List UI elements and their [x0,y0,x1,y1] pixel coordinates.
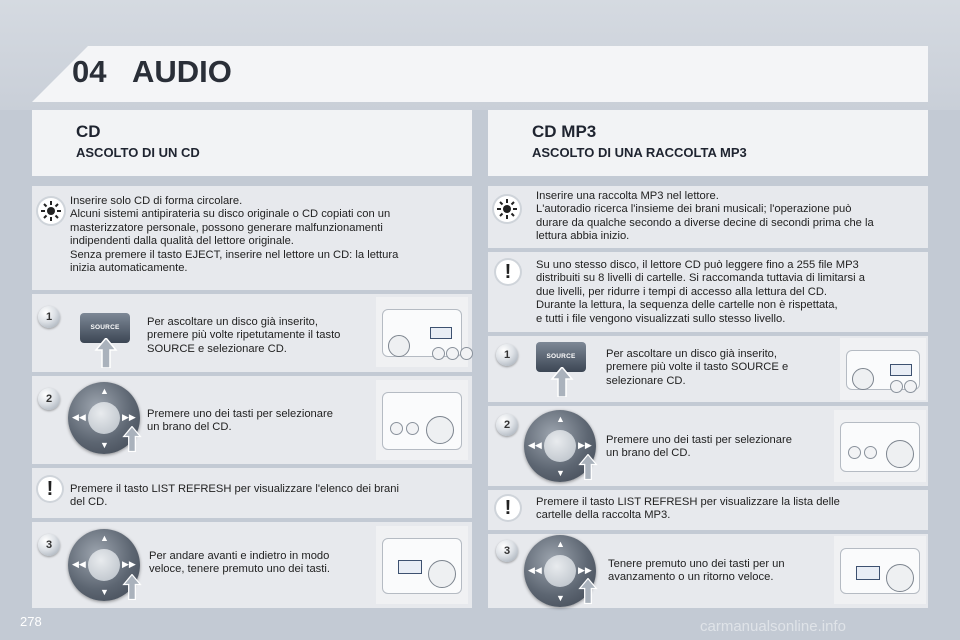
radio-illustration [376,526,468,604]
left-intro-panel [32,186,472,290]
warning-icon: ! [496,260,520,284]
source-button: SOURCE [536,342,586,372]
text-line: lettura abbia inizio. [536,230,630,243]
sun-icon [494,196,520,222]
watermark: carmanualsonline.info [700,618,846,635]
text-line: veloce, tenere premuto uno dei tasti. [149,563,330,576]
press-arrow-icon [94,338,118,368]
text-line: un brano del CD. [606,447,691,460]
text-line: premere più volte il tasto SOURCE e [606,361,789,374]
text-line: Per ascoltare un disco già inserito, [606,348,778,360]
step-badge: 1 [38,306,60,328]
text-line: Premere il tasto LIST REFRESH per visualizzare l'elenco dei brani [70,483,399,495]
page-number: 278 [20,614,42,629]
press-arrow-icon [578,454,598,480]
radio-illustration [834,536,926,604]
chapter-title: AUDIO [132,54,232,89]
radio-illustration [376,380,468,460]
step-badge: 3 [496,540,518,562]
seek-highlight [856,566,880,580]
warning-icon: ! [38,477,62,501]
text-line: inizia automaticamente. [70,262,188,275]
source-highlight [430,327,452,339]
radio-illustration [376,297,468,367]
text-line: Su uno stesso disco, il lettore CD può leggere fino a 255 file MP3 [536,259,859,271]
volume-knob [852,368,874,390]
section-subtitle: ASCOLTO DI UNA RACCOLTA MP3 [532,145,747,160]
step-text [606,434,836,461]
text-line: due livelli, per ridurre i tempi di accesso alla lettura del CD. [536,285,828,298]
directional-pad-icon: ▲ ▼ ◀◀ ▶▶ [68,382,140,454]
text-line: distribuiti su 8 livelli di cartelle. Si raccomanda tuttavia di limitarsi a [536,272,865,285]
text-line: Durante la lettura, la sequenza delle cartelle non è rispettata, [536,299,838,312]
left-step-1 [32,294,472,372]
text-line: L'autoradio ricerca l'insieme dei brani musicali; l'operazione può [536,203,852,216]
right-note [488,490,928,530]
text-line: Premere il tasto LIST REFRESH per visualizzare la lista delle [536,496,840,508]
volume-knob [388,335,410,357]
text-line: masterizzatore personale, possono generare malfunzionamenti [70,221,383,234]
text-line: Inserire solo CD di forma circolare. [70,195,243,207]
text-line: SOURCE e selezionare CD. [147,342,287,355]
left-note [32,468,472,518]
press-arrow-icon [122,426,142,452]
directional-pad-icon: ▲ ▼ ◀◀ ▶▶ [524,535,596,607]
directional-pad-icon: ▲ ▼ ◀◀ ▶▶ [524,410,596,482]
right-step-1 [488,336,928,402]
seek-highlight [398,560,422,574]
note-text [70,483,465,510]
step-badge: 2 [38,388,60,410]
dpad-knob [426,416,454,444]
step-text [606,348,836,388]
text-line: Per andare avanti e indietro in modo [149,550,330,562]
step-badge: 2 [496,414,518,436]
source-button: SOURCE [80,313,130,343]
dpad-knob [428,560,456,588]
text-line: indipendenti dalla qualità del lettore originale. [70,235,294,248]
sun-icon [38,198,64,224]
intro-text [536,190,924,244]
text-line: Per ascoltare un disco già inserito, [147,316,319,328]
dpad-knob [886,564,914,592]
press-arrow-icon [550,367,574,397]
step-text [149,550,379,577]
warning-text [536,259,924,326]
step-text [147,316,377,356]
section-title: CD MP3 [532,122,597,141]
press-arrow-icon [122,574,142,600]
text-line: Premere uno dei tasti per selezionare [606,434,792,446]
right-section-header [488,110,928,176]
source-highlight [890,364,912,376]
step-text [147,408,377,435]
left-step-3 [32,522,472,608]
text-line: del CD. [70,496,108,509]
text-line: selezionare CD. [606,374,686,387]
step-badge: 1 [496,344,518,366]
left-step-2 [32,376,472,464]
text-line: Tenere premuto uno dei tasti per un [608,558,785,570]
text-line: e tutti i file vengono visualizzati sullo stesso livello. [536,312,786,325]
text-line: Inserire una raccolta MP3 nel lettore. [536,190,719,202]
directional-pad-icon: ▲ ▼ ◀◀ ▶▶ [68,529,140,601]
press-arrow-icon [578,578,598,604]
radio-illustration [840,338,926,400]
text-line: premere più volte ripetutamente il tasto [147,329,341,342]
text-line: Alcuni sistemi antipirateria su disco originale o CD copiati con un [70,208,391,221]
text-line: un brano del CD. [147,421,232,434]
text-line: avanzamento o un ritorno veloce. [608,571,774,584]
step-text [608,558,838,585]
intro-text [70,195,465,275]
radio-illustration [834,410,926,482]
right-intro-panel [488,186,928,248]
text-line: durare da qualche secondo a diverse decine di secondi prima che la [536,216,874,229]
text-line: Premere uno dei tasti per selezionare [147,408,333,420]
right-warning-panel [488,252,928,332]
section-title: CD [76,122,101,141]
step-badge: 3 [38,534,60,556]
note-text [536,496,924,523]
right-step-2 [488,406,928,486]
warning-icon: ! [496,496,520,520]
chapter-number: 04 [72,54,107,89]
left-section-header [32,110,472,176]
right-step-3 [488,534,928,608]
text-line: Senza premere il tasto EJECT, inserire nel lettore un CD: la lettura [70,248,399,261]
dpad-knob [886,440,914,468]
section-subtitle: ASCOLTO DI UN CD [76,145,200,160]
text-line: cartelle della raccolta MP3. [536,509,671,522]
